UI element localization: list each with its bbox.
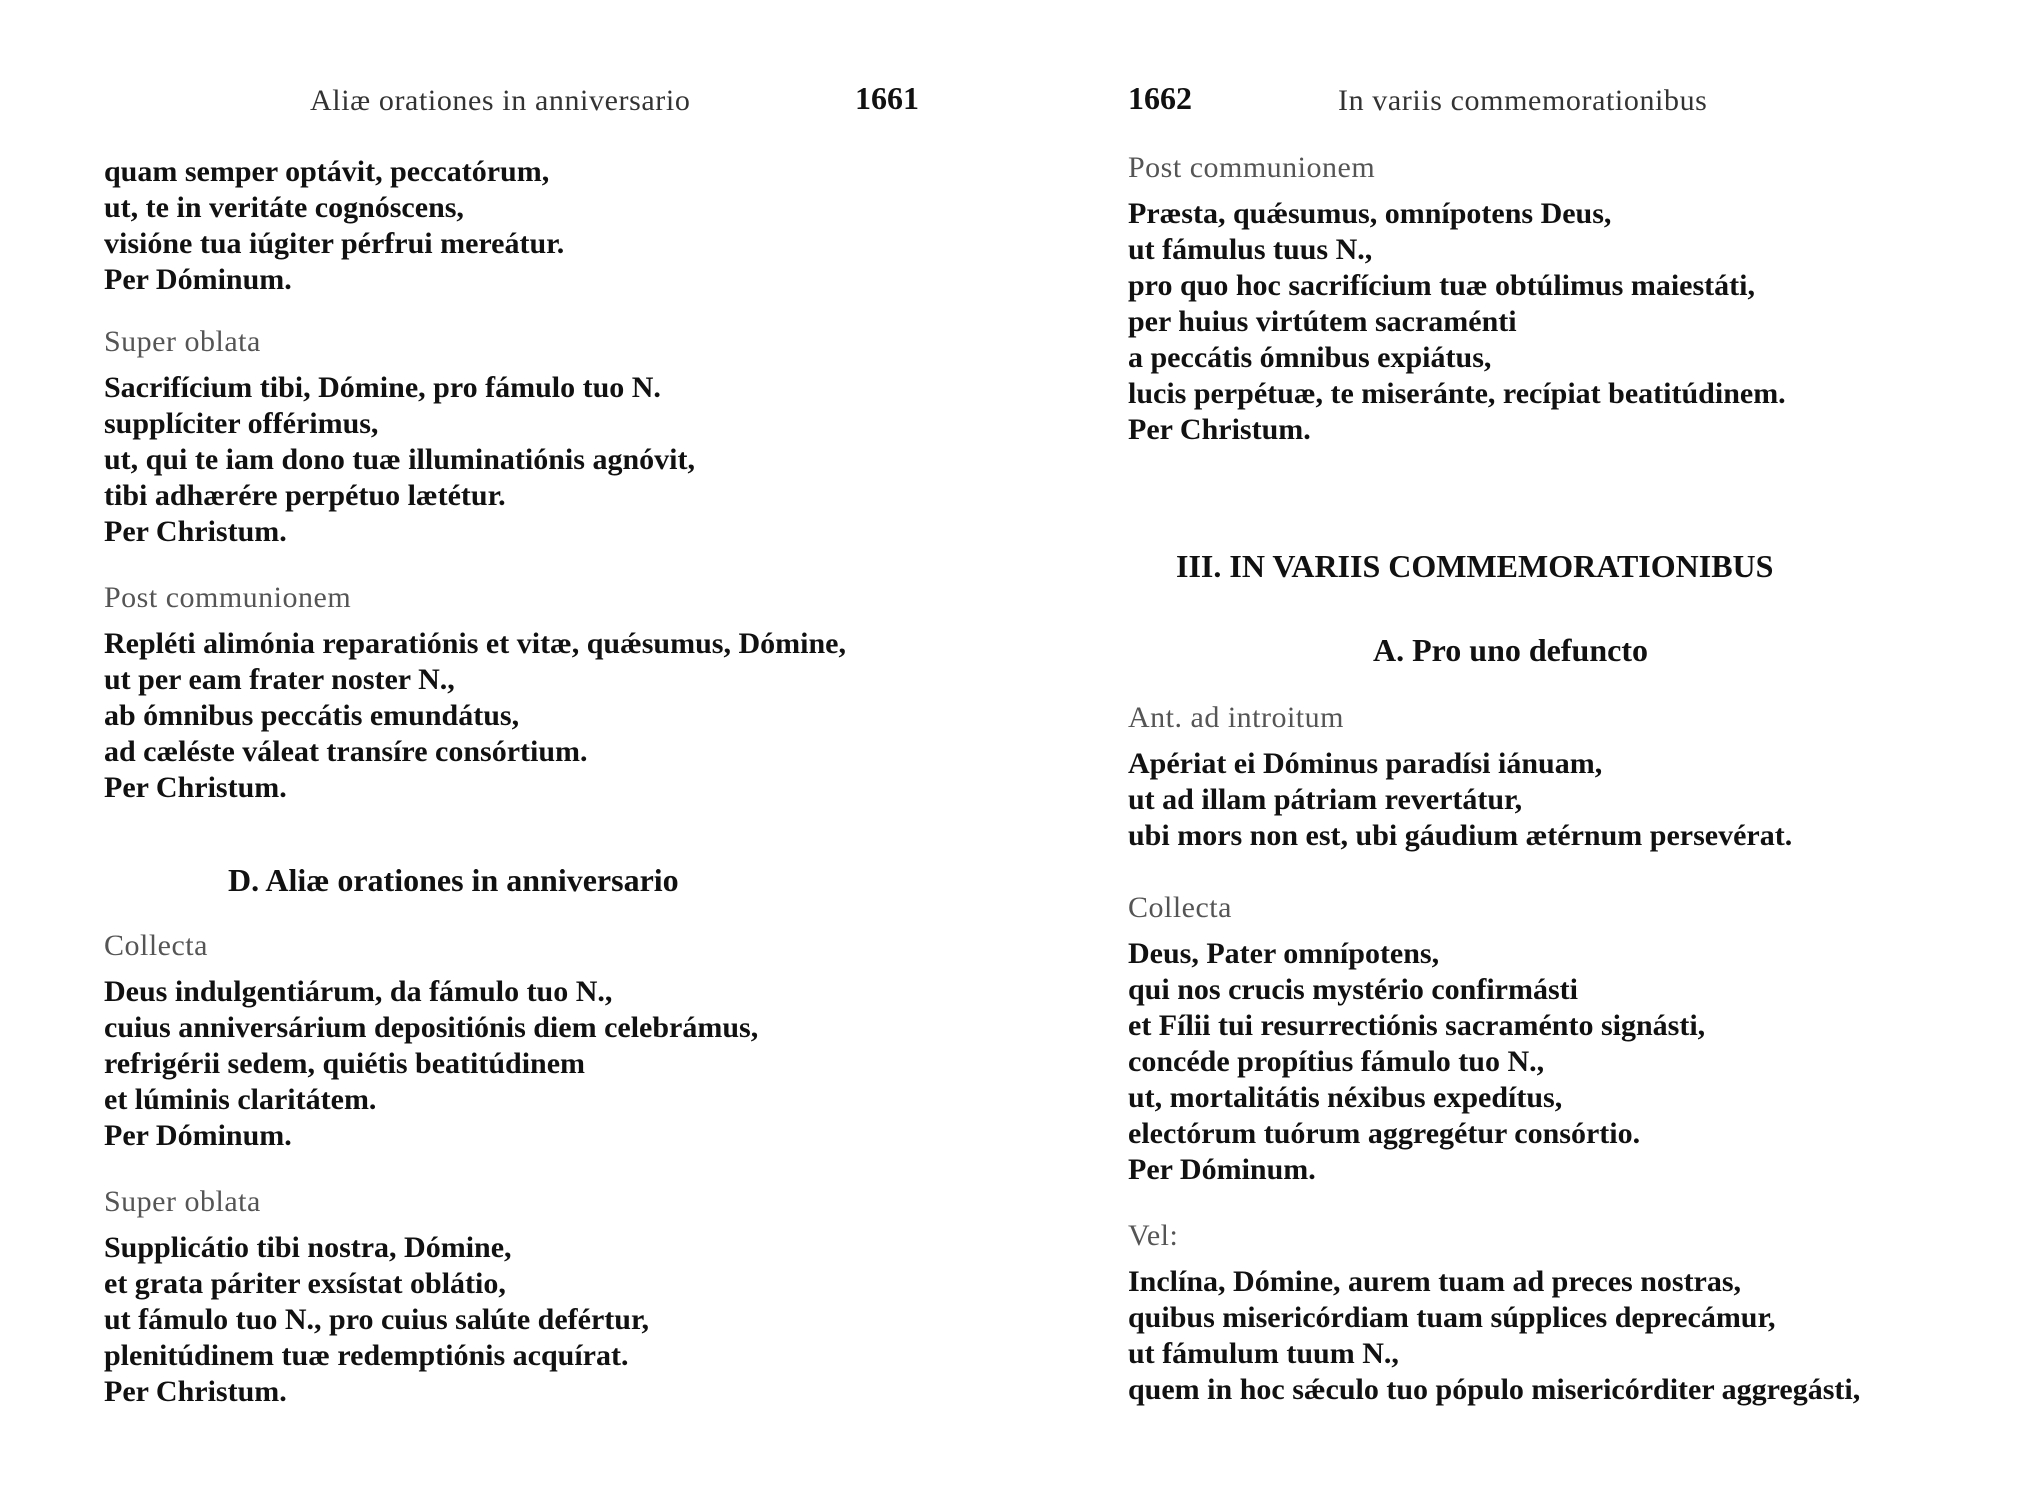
post-communionem-section	[104, 576, 846, 806]
rubric-label: Collecta	[1128, 891, 1232, 924]
prayer-line: Supplicátio tibi nostra, Dómine,	[104, 1231, 512, 1264]
prayer-line: ut per eam frater noster N.,	[104, 663, 455, 696]
post-communionem-section	[1128, 146, 1786, 448]
alternative-collecta-section	[1128, 1214, 1860, 1408]
prayer-line: Per Christum.	[104, 1375, 287, 1408]
prayer-line: ubi mors non est, ubi gáudium ætérnum persevérat.	[1128, 819, 1793, 852]
super-oblata-section	[104, 320, 695, 550]
section-heading: D. Aliæ orationes in anniversario	[228, 862, 679, 898]
prayer-line: et lúminis claritátem.	[104, 1083, 377, 1116]
prayer-line: Sacrifícium tibi, Dómine, pro fámulo tuo N.	[104, 371, 661, 404]
prayer-line: tibi adhærére perpétuo lætétur.	[104, 479, 506, 512]
prayer-line: et grata páriter exsístat oblátio,	[104, 1267, 506, 1300]
prayer-line: ut fámulum tuum N.,	[1128, 1337, 1399, 1370]
prayer-line: Apériat ei Dóminus paradísi iánuam,	[1128, 747, 1603, 780]
prayer-line: quem in hoc sǽculo tuo pópulo misericórditer aggregásti,	[1128, 1373, 1861, 1406]
page-number: 1661	[855, 80, 919, 116]
prayer-line: Per Christum.	[104, 515, 287, 548]
prayer-line: Deus, Pater omnípotens,	[1128, 937, 1440, 970]
prayer-line: et Fílii tui resurrectiónis sacraménto signásti,	[1128, 1009, 1706, 1042]
prayer-line: ut, qui te iam dono tuæ illuminatiónis agnóvit,	[104, 443, 695, 476]
continued-prayer	[104, 154, 564, 298]
prayer-line: quibus misericórdiam tuam súpplices deprecámur,	[1128, 1301, 1776, 1334]
section-heading: A. Pro uno defuncto	[1373, 632, 1648, 668]
rubric-label: Post communionem	[104, 581, 352, 614]
prayer-line: cuius anniversárium depositiónis diem celebrámus,	[104, 1011, 759, 1044]
prayer-line: plenitúdinem tuæ redemptiónis acquírat.	[104, 1339, 629, 1372]
prayer-line: supplíciter offérimus,	[104, 407, 379, 440]
prayer-line: ut fámulus tuus N.,	[1128, 233, 1373, 266]
prayer-line: ab ómnibus peccátis emundátus,	[104, 699, 520, 732]
prayer-line: Inclína, Dómine, aurem tuam ad preces nostras,	[1128, 1265, 1742, 1298]
prayer-line: Per Christum.	[104, 771, 287, 804]
page-number: 1662	[1128, 80, 1192, 116]
prayer-line: a peccátis ómnibus expiátus,	[1128, 341, 1492, 374]
prayer-line: electórum tuórum aggregétur consórtio.	[1128, 1117, 1641, 1150]
prayer-line: lucis perpétuæ, te miseránte, recípiat beatitúdinem.	[1128, 377, 1786, 410]
prayer-line: pro quo hoc sacrifícium tuæ obtúlimus maiestáti,	[1128, 269, 1755, 302]
right-page	[1011, 0, 2022, 1500]
prayer-line: quam semper optávit, peccatórum,	[104, 155, 550, 188]
collecta-section	[104, 924, 758, 1154]
super-oblata-section	[104, 1180, 649, 1410]
rubric-label: Post communionem	[1128, 151, 1376, 184]
antiphon-section	[1128, 696, 1792, 854]
prayer-line: concéde propítius fámulo tuo N.,	[1128, 1045, 1545, 1078]
prayer-line: qui nos crucis mystério confirmásti	[1128, 973, 1578, 1006]
collecta-section	[1128, 886, 1705, 1188]
rubric-label: Collecta	[104, 929, 208, 962]
prayer-line: per huius virtútem sacraménti	[1128, 305, 1517, 338]
prayer-line: Per Dóminum.	[104, 1119, 292, 1152]
prayer-line: ut, mortalitátis néxibus expedítus,	[1128, 1081, 1563, 1114]
prayer-line: Per Dóminum.	[1128, 1153, 1316, 1186]
prayer-line: Præsta, quǽsumus, omnípotens Deus,	[1128, 197, 1612, 230]
part-heading: III. IN VARIIS COMMEMORATIONIBUS	[1176, 548, 1774, 584]
prayer-line: Deus indulgentiárum, da fámulo tuo N.,	[104, 975, 613, 1008]
prayer-line: ad cæléste váleat transíre consórtium.	[104, 735, 588, 768]
rubric-label: Super oblata	[104, 325, 261, 358]
prayer-line: refrigérii sedem, quiétis beatitúdinem	[104, 1047, 586, 1080]
prayer-line: Per Christum.	[1128, 413, 1311, 446]
prayer-line: Repléti alimónia reparatiónis et vitæ, quǽsumus, Dómine,	[104, 627, 846, 660]
prayer-line: visióne tua iúgiter pérfrui mereátur.	[104, 227, 565, 260]
rubric-label: Ant. ad introitum	[1128, 701, 1344, 734]
prayer-line: ut fámulo tuo N., pro cuius salúte defértur,	[104, 1303, 650, 1336]
prayer-line: Per Dóminum.	[104, 263, 292, 296]
prayer-line: ut, te in veritáte cognóscens,	[104, 191, 464, 224]
running-head: In variis commemorationibus	[1338, 84, 1708, 117]
running-head: Aliæ orationes in anniversario	[310, 84, 691, 117]
rubric-label: Super oblata	[104, 1185, 261, 1218]
rubric-label: Vel:	[1128, 1219, 1179, 1252]
prayer-line: ut ad illam pátriam revertátur,	[1128, 783, 1523, 816]
